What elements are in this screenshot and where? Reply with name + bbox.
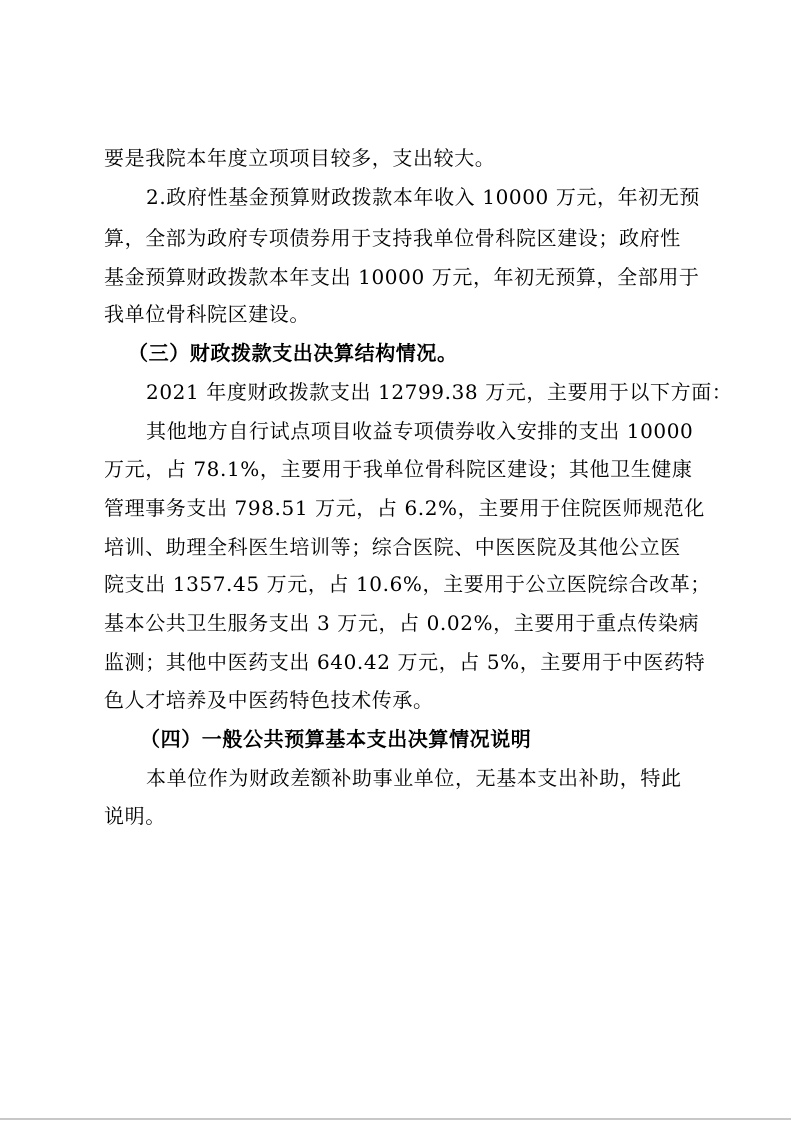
text-line: 2.政府性基金预算财政拨款本年收入 10000 万元，年初无预 (146, 185, 701, 209)
text-line: 万元，占 78.1%，主要用于我单位骨科院区建设；其他卫生健康 (104, 457, 693, 481)
page-bottom-divider (0, 1118, 791, 1120)
text-line: 培训、助理全科医生培训等；综合医院、中医医院及其他公立医 (104, 535, 681, 559)
text-line: 算，全部为政府专项债券用于支持我单位骨科院区建设；政府性 (104, 226, 681, 250)
text-line: 本单位作为财政差额补助事业单位，无基本支出补助，特此 (146, 766, 682, 790)
text-line: 管理事务支出 798.51 万元，占 6.2%，主要用于住院医师规范化 (104, 496, 705, 520)
text-line: 基本公共卫生服务支出 3 万元，占 0.02%，主要用于重点传染病 (104, 611, 700, 635)
text-line: 说明。 (104, 804, 166, 828)
section-heading: （四）一般公共预算基本支出决算情况说明 (140, 727, 532, 751)
text-line: 我单位骨科院区建设。 (104, 302, 310, 326)
text-line: 基金预算财政拨款本年支出 10000 万元，年初无预算，全部用于 (104, 265, 700, 289)
section-heading: （三）财政拨款支出决算结构情况。 (128, 341, 458, 365)
text-line: 院支出 1357.45 万元，占 10.6%，主要用于公立医院综合改革； (104, 572, 711, 596)
text-line: 要是我院本年度立项项目较多，支出较大。 (104, 146, 496, 170)
text-line: 色人才培养及中医药特色技术传承。 (104, 688, 434, 712)
text-line: 其他地方自行试点项目收益专项债券收入安排的支出 10000 (146, 419, 694, 443)
text-line: 监测；其他中医药支出 640.42 万元，占 5%，主要用于中医药特 (104, 650, 706, 674)
text-line: 2021 年度财政拨款支出 12799.38 万元，主要用于以下方面： (146, 380, 733, 404)
